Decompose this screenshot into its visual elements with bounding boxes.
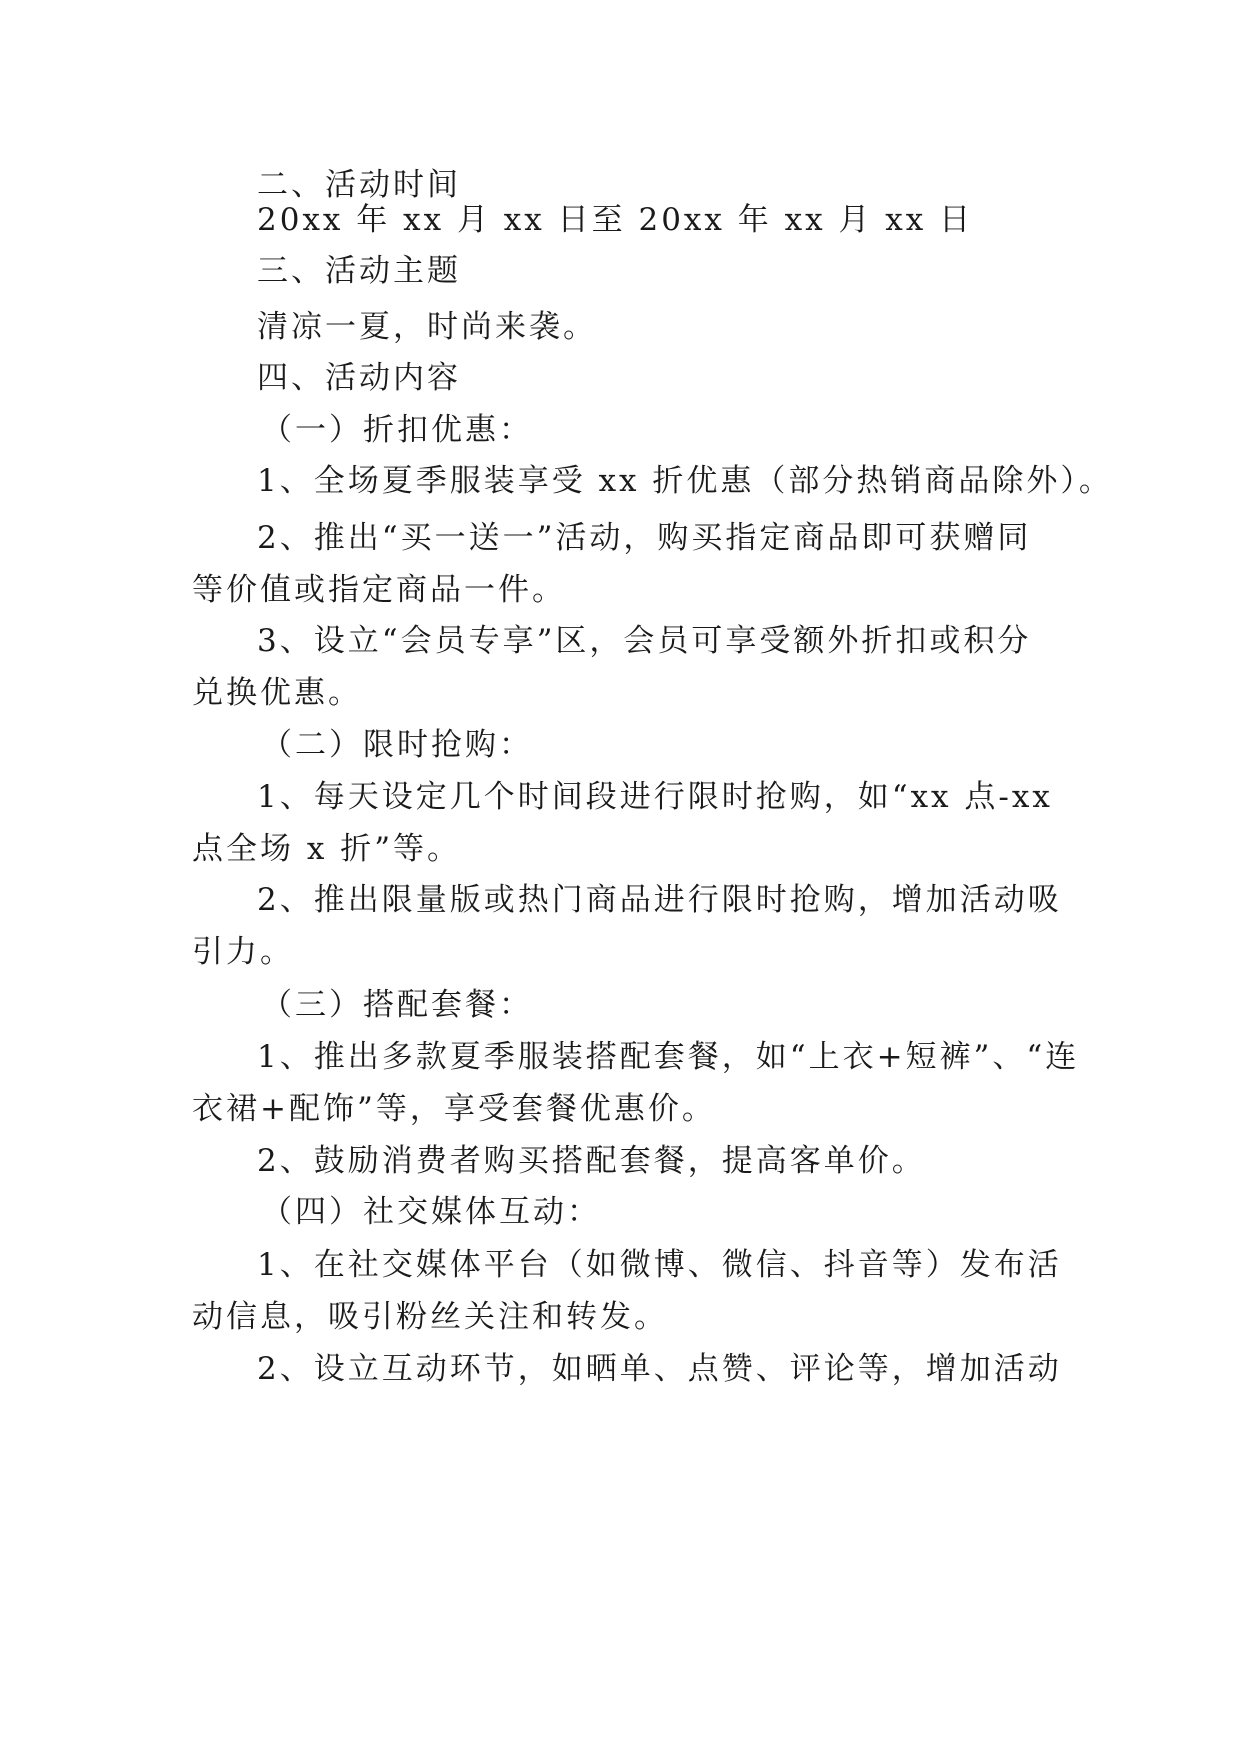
paragraph-line: 兑换优惠。 xyxy=(192,675,362,711)
paragraph-line: 等价值或指定商品一件。 xyxy=(192,572,566,608)
subheading-bundle: （三）搭配套餐： xyxy=(261,987,533,1023)
section-heading-content: 四、活动内容 xyxy=(257,360,461,396)
section-heading-time: 二、活动时间 xyxy=(257,167,461,203)
paragraph-line: 1、每天设定几个时间段进行限时抢购，如“xx 点-xx xyxy=(257,779,1053,815)
section-heading-theme: 三、活动主题 xyxy=(257,253,461,289)
paragraph-line: 2、推出限量版或热门商品进行限时抢购，增加活动吸 xyxy=(257,882,1062,918)
paragraph-line: 3、设立“会员专享”区，会员可享受额外折扣或积分 xyxy=(257,623,1032,659)
paragraph-line: 衣裙+配饰”等，享受套餐优惠价。 xyxy=(192,1091,716,1127)
paragraph-line: 1、推出多款夏季服装搭配套餐，如“上衣+短裤”、“连 xyxy=(257,1039,1080,1075)
theme-text: 清凉一夏，时尚来袭。 xyxy=(257,309,597,345)
subheading-social-media: （四）社交媒体互动： xyxy=(261,1194,601,1230)
paragraph-line: 2、推出“买一送一”活动，购买指定商品即可获赠同 xyxy=(257,520,1032,556)
subheading-flash-sale: （二）限时抢购： xyxy=(261,727,533,763)
subheading-discount: （一）折扣优惠： xyxy=(261,412,533,448)
paragraph-line: 1、全场夏季服装享受 xx 折优惠（部分热销商品除外）。 xyxy=(257,463,1113,499)
paragraph-line: 1、在社交媒体平台（如微博、微信、抖音等）发布活 xyxy=(257,1247,1062,1283)
paragraph-line: 点全场 x 折”等。 xyxy=(192,831,462,867)
paragraph-line: 2、设立互动环节，如晒单、点赞、评论等，增加活动 xyxy=(257,1351,1062,1387)
paragraph-line: 2、鼓励消费者购买搭配套餐，提高客单价。 xyxy=(257,1143,926,1179)
paragraph-line: 引力。 xyxy=(192,934,294,970)
paragraph-line: 动信息，吸引粉丝关注和转发。 xyxy=(192,1299,668,1335)
activity-date-range: 20xx 年 xx 月 xx 日至 20xx 年 xx 月 xx 日 xyxy=(257,202,974,238)
